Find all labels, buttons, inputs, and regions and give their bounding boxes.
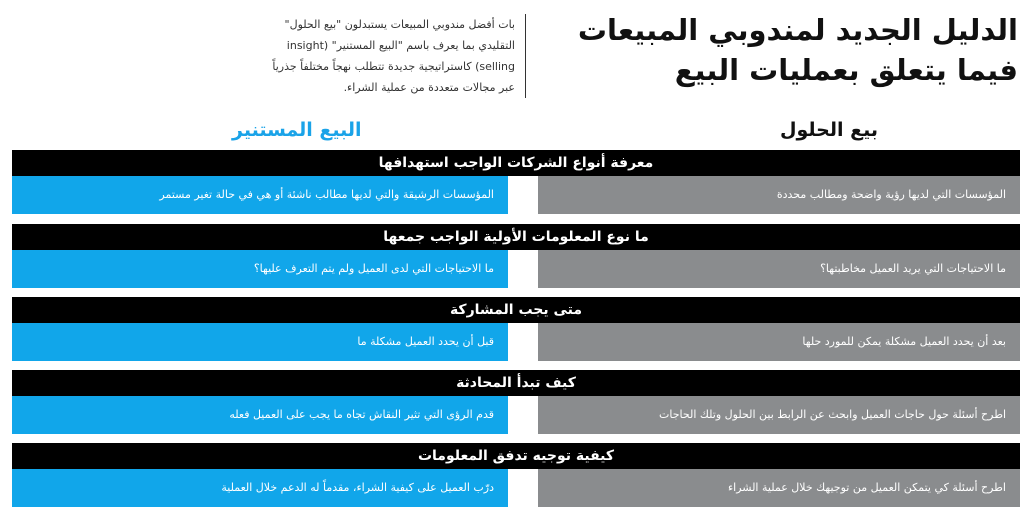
row-heading: كيفية توجيه تدفق المعلومات [12,443,1020,469]
solution-selling-cell: المؤسسات التي لديها رؤية واضحة ومطالب محددة [538,176,1020,214]
row-heading: ما نوع المعلومات الأولية الواجب جمعها [12,224,1020,250]
solution-selling-cell: اطرح أسئلة كي يتمكن العميل من توجيهك خلال عملية الشراء [538,469,1020,507]
comparison-row [12,150,1020,214]
column-gap [508,396,538,434]
solution-selling-cell: ما الاحتياجات التي يريد العميل مخاطبتها؟ [538,250,1020,288]
comparison-row [12,370,1020,434]
comparison-row [12,297,1020,361]
page-title: الدليل الجديد لمندوبي المبيعات فيما يتعلق بعمليات البيع [577,13,1018,87]
column-header-solution-selling: بيع الحلول [780,119,878,141]
row-heading: كيف تبدأ المحادثة [12,370,1020,396]
insight-selling-cell: درّب العميل على كيفية الشراء، مقدماً له الدعم خلال العملية [12,469,508,507]
column-gap [508,176,538,214]
row-heading: معرفة أنواع الشركات الواجب استهدافها [12,150,1020,176]
column-gap [508,250,538,288]
column-gap [508,469,538,507]
solution-selling-cell: بعد أن يحدد العميل مشكلة يمكن للمورد حلها [538,323,1020,361]
row-heading: متى يجب المشاركة [12,297,1020,323]
column-gap [508,323,538,361]
insight-selling-cell: المؤسسات الرشيقة والتي لديها مطالب ناشئة أو هي في حالة تغير مستمر [12,176,508,214]
intro-paragraph: بات أفضل مندوبي المبيعات يستبدلون "بيع الحلول" التقليدي بما يعرف باسم "البيع المستنير" (insight selling) كاستراتيجية جديدة تتطلب نهجاً مختلفاً جذرياً عبر مجالات متعددة من عملية الشراء. [270,14,526,98]
insight-selling-cell: ما الاحتياجات التي لدى العميل ولم يتم التعرف عليها؟ [12,250,508,288]
insight-selling-cell: قبل أن يحدد العميل مشكلة ما [12,323,508,361]
solution-selling-cell: اطرح أسئلة حول حاجات العميل وابحث عن الرابط بين الحلول وتلك الحاجات [538,396,1020,434]
comparison-row [12,443,1020,507]
comparison-row [12,224,1020,288]
column-header-insight-selling: البيع المستنير [232,119,362,141]
insight-selling-cell: قدم الرؤى التي تثير النقاش تجاه ما يجب على العميل فعله [12,396,508,434]
